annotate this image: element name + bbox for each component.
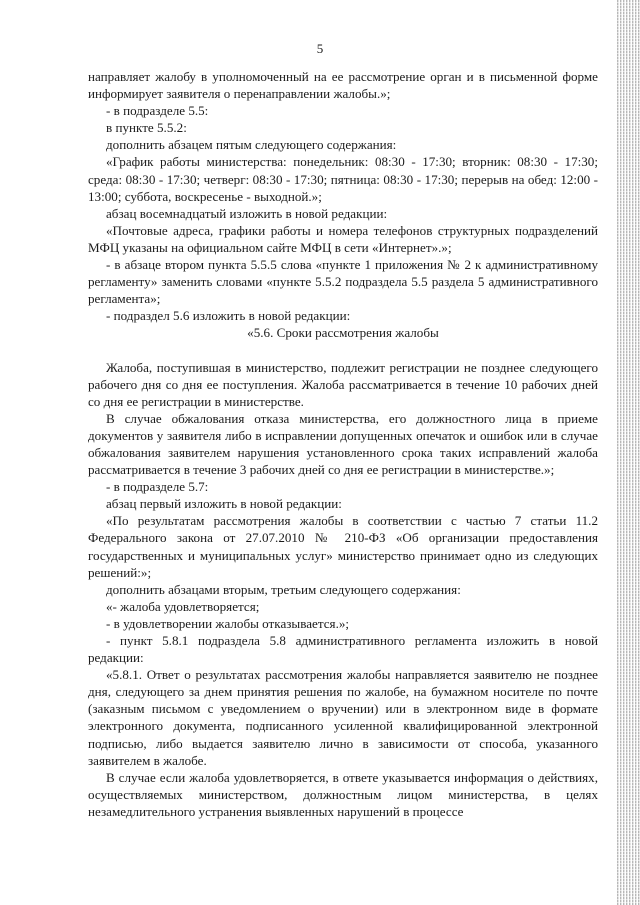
paragraph: «График работы министерства: понедельник: 08:30 - 17:30; вторник: 08:30 - 17:30; среда: 08:30 - 17:30; четверг: 08:30 - 17:30; пятница: 08:30 - 17:30; перерыв на обед: 12:00 - 13:00; суббота, воскресенье - выходной.»; xyxy=(88,154,598,204)
paragraph: абзац восемнадцатый изложить в новой редакции: xyxy=(106,205,388,221)
paragraph-gap xyxy=(88,342,598,359)
paragraph: «5.8.1. Ответ о результатах рассмотрения жалобы направляется заявителю не позднее дня, следующего за днем принятия решения по жалобе, на бумажном носителе по почте (заказным письмом с уведомлением о вручении) или в электронном виде в формате электронного документа, подписанного усиленной квалифицированной электронной подписью, либо выдается заявителю лично в зависимости от способа, указанного заявителем в жалобе. xyxy=(88,667,598,768)
paragraph: - в удовлетворении жалобы отказывается.»; xyxy=(106,615,350,631)
paragraph: - в подразделе 5.7: xyxy=(106,479,209,495)
scan-edge-texture xyxy=(616,0,640,905)
page-number: 5 xyxy=(316,41,324,56)
paragraph: в пункте 5.5.2: xyxy=(106,120,187,136)
paragraph: направляет жалобу в уполномоченный на ее рассмотрение орган и в письменной форме информирует заявителя о перенаправлении жалобы.»; xyxy=(88,69,598,102)
paragraph: «По результатам рассмотрения жалобы в соответствии с частью 7 статьи 11.2 Федерального закона от 27.07.2010 № 210-ФЗ «Об организации предоставления государственных и муниципальных услуг» министерство принимает одно из следующих решений:»; xyxy=(88,513,598,580)
paragraph: «- жалоба удовлетворяется; xyxy=(106,598,260,614)
paragraph: - подраздел 5.6 изложить в новой редакции: xyxy=(106,308,351,324)
paragraph: - в подразделе 5.5: xyxy=(106,103,209,119)
document-body xyxy=(88,68,598,820)
paragraph: В случае обжалования отказа министерства, его должностного лица в приеме документов у заявителя либо в исправлении допущенных опечаток и ошибок или в случае обжалования заявителем нарушения установленного срока таких исправлений жалоба рассматривается в течение 3 рабочих дней со дня ее регистрации в министерстве.»; xyxy=(88,410,598,478)
paragraph: дополнить абзацем пятым следующего содержания: xyxy=(106,137,397,153)
paragraph: абзац первый изложить в новой редакции: xyxy=(106,496,342,512)
paragraph: дополнить абзацами вторым, третьим следующего содержания: xyxy=(106,581,461,597)
paragraph: - пункт 5.8.1 подраздела 5.8 административного регламента изложить в новой редакции: xyxy=(88,633,598,666)
paragraph: «Почтовые адреса, графики работы и номера телефонов структурных подразделений МФЦ указаны на официальном сайте МФЦ в сети «Интернет».»; xyxy=(88,222,598,255)
paragraph: Жалоба, поступившая в министерство, подлежит регистрации не позднее следующего рабочего дня со дня ее поступления. Жалоба рассматривается в течение 10 рабочих дней со дня ее регистрации в министерстве. xyxy=(88,359,598,409)
paragraph: - в абзаце втором пункта 5.5.5 слова «пункте 1 приложения № 2 к административному регламенту» заменить словами «пункте 5.5.2 подраздела 5.5 раздела 5 административного регламента»; xyxy=(88,257,598,307)
paragraph: В случае если жалоба удовлетворяется, в ответе указывается информация о действиях, осуществляемых министерством, должностным лицом министерства, в целях незамедлительного устранения выявленных нарушений в процессе xyxy=(88,769,598,819)
section-heading: «5.6. Сроки рассмотрения жалобы xyxy=(247,325,439,341)
